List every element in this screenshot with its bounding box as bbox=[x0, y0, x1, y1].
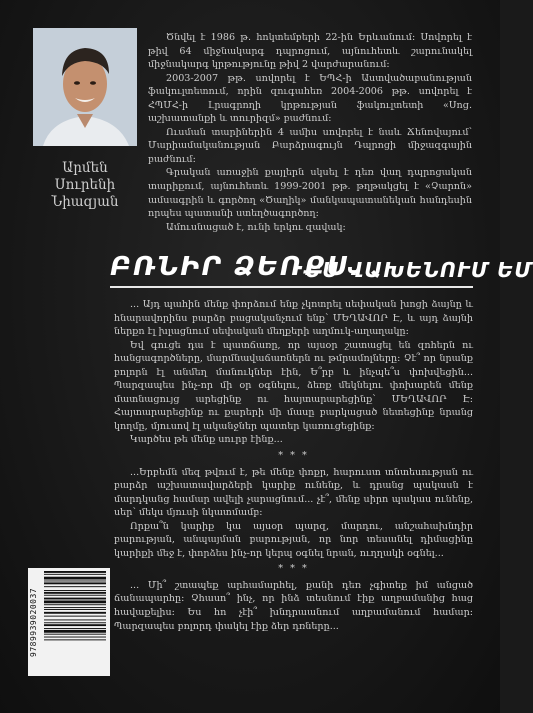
author-photo bbox=[33, 28, 137, 146]
bio-paragraph: Ծնվել է 1986 թ. հոկտեմբերի 22-ին Երևանում: Սովորել է թիվ 64 միջնակարգ դպրոցում, այնուհետև շարունակել միջնակարգ կրթությունը թիվ 2 վարժարանում: bbox=[148, 32, 472, 71]
barcode-bar bbox=[44, 639, 106, 640]
excerpt-paragraph: ...Երբեմն մեզ թվում է, թե մենք փոքր, հարուստ տնտեսության ու բարձր աշխատավարձերի կարիք ունենք, և դրանց պակասն է մարդկանց համար ավելի չարացնում... չէ՞, մենք սիրո պակաս ունենք, սեր՝ մեկս մյուսի նկատմամբ: bbox=[114, 466, 473, 519]
barcode-bar bbox=[44, 574, 106, 575]
barcode-bar bbox=[44, 624, 106, 626]
author-first-name: Արմեն bbox=[62, 160, 108, 176]
excerpt-paragraph: ... Այդ պահին մենք փորձում ենք չկոտրել սեփական խոցի ձայնը և հնարավորինս բարձր բացականչում ենք՝ ՄԵՂԱՎՈՐ Է, և այդ ձայնի ներքո էլ խլացնում սեփական մեղքերի աղմուկ-աղաղակը: bbox=[114, 299, 473, 338]
book-excerpt bbox=[114, 298, 473, 633]
barcode-bar bbox=[44, 630, 106, 633]
barcode-bar bbox=[44, 612, 106, 614]
barcode-bar bbox=[44, 600, 106, 603]
excerpt-paragraph: ... Մի՞ շտապեք արհամարհել, քանի դեռ չգիտեք իմ անցած ճանապարհը: Չհասո՞ ինչ, որ ինձ տեսնում էիք աղբամանից հաց հավաքելիս: Ես հո չէի՞ խնդրաանում աղբամանում համար: Պարզապես բոլորդ փակել էիք ձեր դռները... bbox=[114, 579, 473, 632]
barcode-bar bbox=[44, 582, 106, 584]
barcode-bar bbox=[44, 598, 106, 600]
barcode-bar bbox=[44, 607, 106, 608]
section-separator: * * * bbox=[278, 563, 309, 575]
barcode-bar bbox=[44, 637, 106, 638]
isbn-number: 9789939020037 bbox=[29, 587, 38, 657]
barcode-bar bbox=[44, 577, 106, 580]
barcode-bar bbox=[44, 622, 106, 623]
barcode-bar bbox=[44, 634, 106, 635]
barcode-bar bbox=[44, 592, 106, 594]
barcode-bar bbox=[44, 595, 106, 596]
book-title-subtitle: ԵՍ ՎԱԽԵՆՈՒՄ ԵՄ bbox=[305, 258, 533, 282]
barcode-bar bbox=[44, 571, 106, 573]
isbn-barcode bbox=[28, 568, 110, 676]
barcode-bar bbox=[44, 581, 106, 582]
excerpt-paragraph: Կարծես թե մենք սուրբ էինք... bbox=[130, 434, 283, 446]
barcode-bar bbox=[44, 619, 106, 620]
author-biography bbox=[148, 31, 472, 234]
author-name bbox=[33, 160, 137, 211]
barcode-bar bbox=[44, 628, 106, 629]
bio-paragraph: Գրական առաջին քայլերն սկսել է դեռ վաղ դպրոցական տարիքում, այնուհետև 1999-2001 թթ. թղթակցել է «Չարոն» ամսագրին և գործող «Ծաղիկ» մանկապատանեկան հանդեսին որպես պատանի ստեղծագործող: bbox=[148, 167, 472, 220]
section-separator: * * * bbox=[278, 450, 309, 462]
barcode-bar bbox=[44, 604, 106, 605]
barcode-bar bbox=[44, 590, 106, 591]
barcode-bar bbox=[44, 609, 106, 610]
bio-paragraph: 2003-2007 թթ. սովորել է ԵՊՀ-ի Աստվածաբանության ֆակուլտետում, որին զուգահեռ 2004-2006 թթ. սովորել է ՀՊՄՀ-ի Լրագրողի կրթության ֆակուլտետի «Սոց. աշխատանքի և տուրիզմ» բաժնում: bbox=[148, 72, 472, 125]
barcode-bar bbox=[44, 616, 106, 617]
excerpt-paragraph: Որքա՞ն կարիք կա այսօր պարզ, մարդու, անշահախնդիր բարության, անպայման բարության, որ նոր տեսանել դիմացինը կարիքի մեջ է, փորձես ինչ-որ կերպ օգնել նրան, ուղղակի օգնել... bbox=[114, 520, 473, 559]
bio-paragraph: Ուսման տարիներին 4 ամիս սովորել է նաև Ճենովայում՝ Մարիամականության Բարձրագույն Դպրոցի միջազգային բաժնում: bbox=[148, 126, 472, 165]
bio-paragraph: Ամուսնացած է, ունի երկու զավակ: bbox=[166, 221, 346, 233]
excerpt-paragraph: Եվ գուցե դա է պատճառը, որ այսօր շատացել են զոհերն ու հանցագործները, մարմնավաճառներն ու թմրամոլները: Չէ՞ որ նրանք բոլորն էլ անմեղ մանուկներ էին, Ե՞րբ և ինչպե՞ս փոխվեցին... Պարզապես ինչ-որ մի օր օգնելու, ձեռք մեկնելու փոխարեն մենք մատնացույց արեցինք ու հայտարարեցինք՝ ՄԵՂԱՎՈՐ Է: Հայտարարեցինք ու քարերի մի մասը բարկացած նետեցինք նրանց կողմը, մյուսով էլ ականջներ պատեր կառուցեցինք: bbox=[114, 339, 473, 432]
barcode-bar bbox=[44, 586, 106, 587]
title-underline bbox=[110, 286, 473, 288]
book-title-main: ԲՌՆԻՐ ՁԵՌՔՍ. bbox=[110, 252, 362, 282]
author-surname: Նիազյան bbox=[51, 194, 119, 210]
author-patronymic: Սուրենի bbox=[54, 177, 116, 193]
